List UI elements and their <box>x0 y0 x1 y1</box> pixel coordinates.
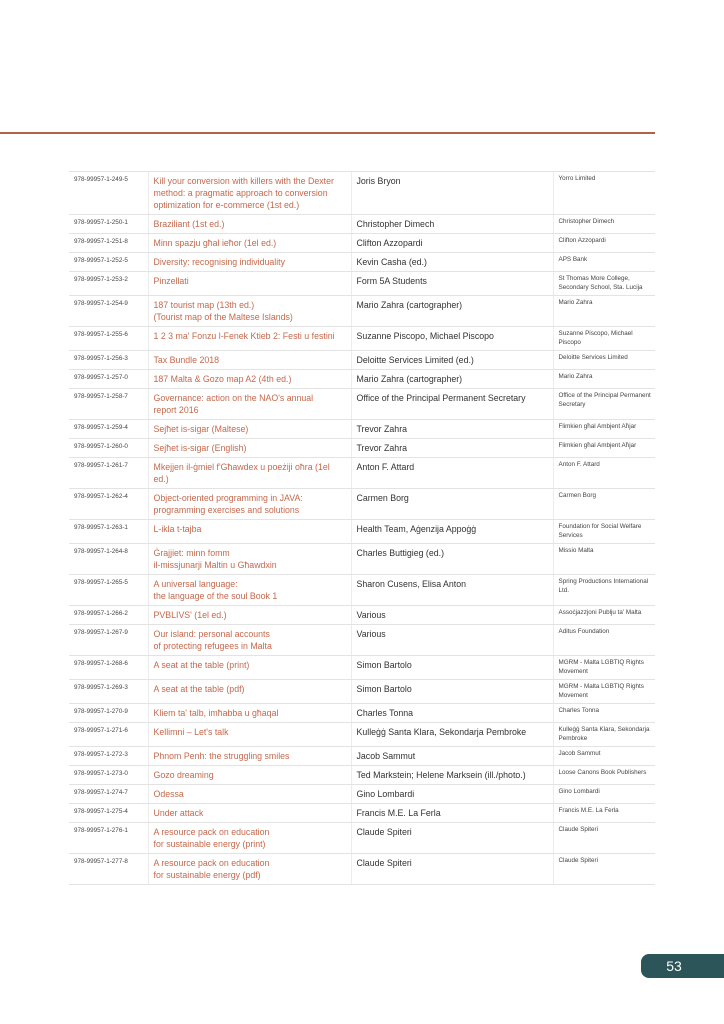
isbn-cell: 978-99957-1-269-3 <box>69 680 148 704</box>
top-divider-rule <box>0 132 655 134</box>
isbn-cell: 978-99957-1-258-7 <box>69 389 148 420</box>
page-number-tab <box>641 954 724 978</box>
isbn-cell: 978-99957-1-253-2 <box>69 272 148 296</box>
title-line: 1 2 3 ma' Fonzu l-Fenek Ktieb 2: Festi u festini <box>153 331 335 341</box>
isbn-cell: 978-99957-1-259-4 <box>69 420 148 439</box>
title-cell <box>148 625 351 656</box>
isbn-cell: 978-99957-1-271-6 <box>69 723 148 747</box>
table-row <box>69 723 655 747</box>
isbn-table-body <box>69 172 655 885</box>
title-line: (Tourist map of the Maltese Islands) <box>153 312 293 322</box>
author-cell: Various <box>351 606 553 625</box>
publisher-cell: Foundation for Social Welfare Services <box>553 520 655 544</box>
author-cell: Health Team, Aġenzija Appoġġ <box>351 520 553 544</box>
title-line: Tax Bundle 2018 <box>153 355 220 365</box>
author-cell: Simon Bartolo <box>351 680 553 704</box>
author-cell: Trevor Zahra <box>351 420 553 439</box>
author-cell: Carmen Borg <box>351 489 553 520</box>
title-line: 187 Malta & Gozo map A2 (4th ed.) <box>153 374 292 384</box>
title-cell <box>148 823 351 854</box>
table-row <box>69 389 655 420</box>
publisher-cell: Kulleġġ Santa Klara, Sekondarja Pembroke <box>553 723 655 747</box>
author-cell: Gino Lombardi <box>351 785 553 804</box>
table-row <box>69 544 655 575</box>
title-line: Governance: action on the NAO's annual <box>153 393 314 403</box>
table-row <box>69 420 655 439</box>
title-line: Our island: personal accounts <box>153 629 270 639</box>
title-cell <box>148 606 351 625</box>
title-line: Odessa <box>153 789 184 799</box>
title-cell <box>148 272 351 296</box>
table-row <box>69 458 655 489</box>
title-line: Object-oriented programming in JAVA: <box>153 493 303 503</box>
author-cell: Deloitte Services Limited (ed.) <box>351 351 553 370</box>
author-cell: Kevin Casha (ed.) <box>351 253 553 272</box>
title-line: A seat at the table (pdf) <box>153 684 245 694</box>
title-cell <box>148 420 351 439</box>
publisher-cell: Flimkien għal Ambjent Aħjar <box>553 439 655 458</box>
title-line: of protecting refugees in Malta <box>153 641 272 651</box>
title-line: Pinzellati <box>153 276 189 286</box>
table-row <box>69 296 655 327</box>
isbn-cell: 978-99957-1-275-4 <box>69 804 148 823</box>
title-cell <box>148 785 351 804</box>
isbn-cell: 978-99957-1-256-3 <box>69 351 148 370</box>
isbn-cell: 978-99957-1-276-1 <box>69 823 148 854</box>
title-line: A resource pack on education <box>153 858 270 868</box>
table-row <box>69 785 655 804</box>
table-row <box>69 439 655 458</box>
table-row <box>69 625 655 656</box>
isbn-cell: 978-99957-1-260-0 <box>69 439 148 458</box>
publisher-cell: Gino Lombardi <box>553 785 655 804</box>
title-cell <box>148 520 351 544</box>
table-row <box>69 370 655 389</box>
title-line: Mkejjen il-ġmiel f'Għawdex u poeżiji oħra (1el ed.) <box>153 462 330 484</box>
page-number: 53 <box>666 958 682 974</box>
author-cell: Suzanne Piscopo, Michael Piscopo <box>351 327 553 351</box>
author-cell: Charles Tonna <box>351 704 553 723</box>
author-cell: Francis M.E. La Ferla <box>351 804 553 823</box>
publisher-cell: Jacob Sammut <box>553 747 655 766</box>
table-row <box>69 575 655 606</box>
title-line: for sustainable energy (print) <box>153 839 266 849</box>
title-cell <box>148 544 351 575</box>
title-line: A seat at the table (print) <box>153 660 250 670</box>
author-cell: Form 5A Students <box>351 272 553 296</box>
title-cell <box>148 723 351 747</box>
author-cell: Clifton Azzopardi <box>351 234 553 253</box>
author-cell: Kulleġġ Santa Klara, Sekondarja Pembroke <box>351 723 553 747</box>
author-cell: Various <box>351 625 553 656</box>
author-cell: Trevor Zahra <box>351 439 553 458</box>
title-cell <box>148 489 351 520</box>
isbn-cell: 978-99957-1-263-1 <box>69 520 148 544</box>
title-line: Braziliant (1st ed.) <box>153 219 225 229</box>
title-cell <box>148 327 351 351</box>
title-line: method: a pragmatic approach to conversion <box>153 188 328 198</box>
title-cell <box>148 766 351 785</box>
title-line: il-missjunarji Maltin u Għawdxin <box>153 560 277 570</box>
title-line: Under attack <box>153 808 204 818</box>
author-cell: Claude Spiteri <box>351 854 553 885</box>
title-cell <box>148 351 351 370</box>
title-line: Kill your conversion with killers with the Dexter <box>153 176 334 186</box>
title-line: Diversity: recognising individuality <box>153 257 286 267</box>
publisher-cell: Claude Spiteri <box>553 854 655 885</box>
title-line: Minn spazju għal ieħor (1el ed.) <box>153 238 277 248</box>
author-cell: Jacob Sammut <box>351 747 553 766</box>
title-cell <box>148 296 351 327</box>
author-cell: Joris Bryon <box>351 172 553 215</box>
isbn-cell: 978-99957-1-265-5 <box>69 575 148 606</box>
isbn-cell: 978-99957-1-251-8 <box>69 234 148 253</box>
table-row <box>69 606 655 625</box>
publisher-cell: Carmen Borg <box>553 489 655 520</box>
isbn-registry-table <box>69 171 655 885</box>
title-line: 187 tourist map (13th ed.) <box>153 300 255 310</box>
title-cell <box>148 804 351 823</box>
table-row <box>69 804 655 823</box>
publisher-cell: Anton F. Attard <box>553 458 655 489</box>
title-line: Ġrajjiet: minn fomm <box>153 548 230 558</box>
publisher-cell: Assoċjazzjoni Publju ta' Malta <box>553 606 655 625</box>
author-cell: Anton F. Attard <box>351 458 553 489</box>
isbn-cell: 978-99957-1-262-4 <box>69 489 148 520</box>
title-line: Phnom Penh: the struggling smiles <box>153 751 290 761</box>
isbn-cell: 978-99957-1-267-9 <box>69 625 148 656</box>
title-cell <box>148 458 351 489</box>
publisher-cell: Aditus Foundation <box>553 625 655 656</box>
publisher-cell: MGRM - Malta LGBTIQ Rights Movement <box>553 680 655 704</box>
table-row <box>69 215 655 234</box>
title-line: PVBLIVS' (1el ed.) <box>153 610 227 620</box>
isbn-cell: 978-99957-1-257-0 <box>69 370 148 389</box>
title-line: A universal language: <box>153 579 238 589</box>
table-row <box>69 747 655 766</box>
title-cell <box>148 172 351 215</box>
isbn-cell: 978-99957-1-255-6 <box>69 327 148 351</box>
publisher-cell: Suzanne Piscopo, Michael Piscopo <box>553 327 655 351</box>
isbn-cell: 978-99957-1-252-5 <box>69 253 148 272</box>
isbn-cell: 978-99957-1-254-9 <box>69 296 148 327</box>
publisher-cell: Mario Zahra <box>553 370 655 389</box>
table-row <box>69 766 655 785</box>
title-line: L-ikla t-tajba <box>153 524 202 534</box>
title-cell <box>148 215 351 234</box>
title-line: Kellimni – Let's talk <box>153 727 229 737</box>
title-line: the language of the soul Book 1 <box>153 591 278 601</box>
table-row <box>69 327 655 351</box>
publisher-cell: Office of the Principal Permanent Secretary <box>553 389 655 420</box>
author-cell: Mario Zahra (cartographer) <box>351 296 553 327</box>
author-cell: Claude Spiteri <box>351 823 553 854</box>
table-row <box>69 680 655 704</box>
title-line: programming exercises and solutions <box>153 505 300 515</box>
title-line: Kliem ta' talb, imħabba u għaqal <box>153 708 279 718</box>
title-line: report 2016 <box>153 405 199 415</box>
title-cell <box>148 704 351 723</box>
table-row <box>69 172 655 215</box>
table-row <box>69 351 655 370</box>
table-row <box>69 272 655 296</box>
table-row <box>69 656 655 680</box>
isbn-cell: 978-99957-1-250-1 <box>69 215 148 234</box>
title-cell <box>148 747 351 766</box>
author-cell: Sharon Cusens, Elisa Anton <box>351 575 553 606</box>
table-row <box>69 823 655 854</box>
table-row <box>69 234 655 253</box>
publisher-cell: Clifton Azzopardi <box>553 234 655 253</box>
publisher-cell: MGRM - Malta LGBTIQ Rights Movement <box>553 656 655 680</box>
publisher-cell: Mario Zahra <box>553 296 655 327</box>
title-cell <box>148 575 351 606</box>
title-line: Gozo dreaming <box>153 770 214 780</box>
isbn-cell: 978-99957-1-268-6 <box>69 656 148 680</box>
publisher-cell: Deloitte Services Limited <box>553 351 655 370</box>
isbn-cell: 978-99957-1-249-5 <box>69 172 148 215</box>
isbn-cell: 978-99957-1-272-3 <box>69 747 148 766</box>
isbn-cell: 978-99957-1-264-8 <box>69 544 148 575</box>
publisher-cell: Yorro Limited <box>553 172 655 215</box>
title-line: for sustainable energy (pdf) <box>153 870 261 880</box>
title-line: Sejħet is-sigar (English) <box>153 443 247 453</box>
title-line: optimization for e-commerce (1st ed.) <box>153 200 300 210</box>
isbn-cell: 978-99957-1-274-7 <box>69 785 148 804</box>
author-cell: Christopher Dimech <box>351 215 553 234</box>
title-cell <box>148 253 351 272</box>
title-cell <box>148 234 351 253</box>
title-cell <box>148 656 351 680</box>
table-row <box>69 854 655 885</box>
publisher-cell: Missio Malta <box>553 544 655 575</box>
title-line: A resource pack on education <box>153 827 270 837</box>
isbn-cell: 978-99957-1-270-9 <box>69 704 148 723</box>
title-line: Sejħet is-sigar (Maltese) <box>153 424 249 434</box>
publisher-cell: Christopher Dimech <box>553 215 655 234</box>
author-cell: Mario Zahra (cartographer) <box>351 370 553 389</box>
isbn-cell: 978-99957-1-261-7 <box>69 458 148 489</box>
title-cell <box>148 370 351 389</box>
title-cell <box>148 389 351 420</box>
author-cell: Charles Buttigieg (ed.) <box>351 544 553 575</box>
isbn-cell: 978-99957-1-266-2 <box>69 606 148 625</box>
publisher-cell: Charles Tonna <box>553 704 655 723</box>
author-cell: Ted Markstein; Helene Marksein (ill./photo.) <box>351 766 553 785</box>
publisher-cell: St Thomas More College, Secondary School, Sta. Lucija <box>553 272 655 296</box>
table-row <box>69 253 655 272</box>
title-cell <box>148 680 351 704</box>
publisher-cell: Flimkien għal Ambjent Aħjar <box>553 420 655 439</box>
publisher-cell: Claude Spiteri <box>553 823 655 854</box>
publisher-cell: Spring Productions International Ltd. <box>553 575 655 606</box>
title-cell <box>148 854 351 885</box>
isbn-cell: 978-99957-1-273-0 <box>69 766 148 785</box>
publisher-cell: APS Bank <box>553 253 655 272</box>
publisher-cell: Loose Canons Book Publishers <box>553 766 655 785</box>
author-cell: Simon Bartolo <box>351 656 553 680</box>
title-cell <box>148 439 351 458</box>
table-row <box>69 704 655 723</box>
table-row <box>69 520 655 544</box>
author-cell: Office of the Principal Permanent Secretary <box>351 389 553 420</box>
isbn-cell: 978-99957-1-277-8 <box>69 854 148 885</box>
table-row <box>69 489 655 520</box>
publisher-cell: Francis M.E. La Ferla <box>553 804 655 823</box>
